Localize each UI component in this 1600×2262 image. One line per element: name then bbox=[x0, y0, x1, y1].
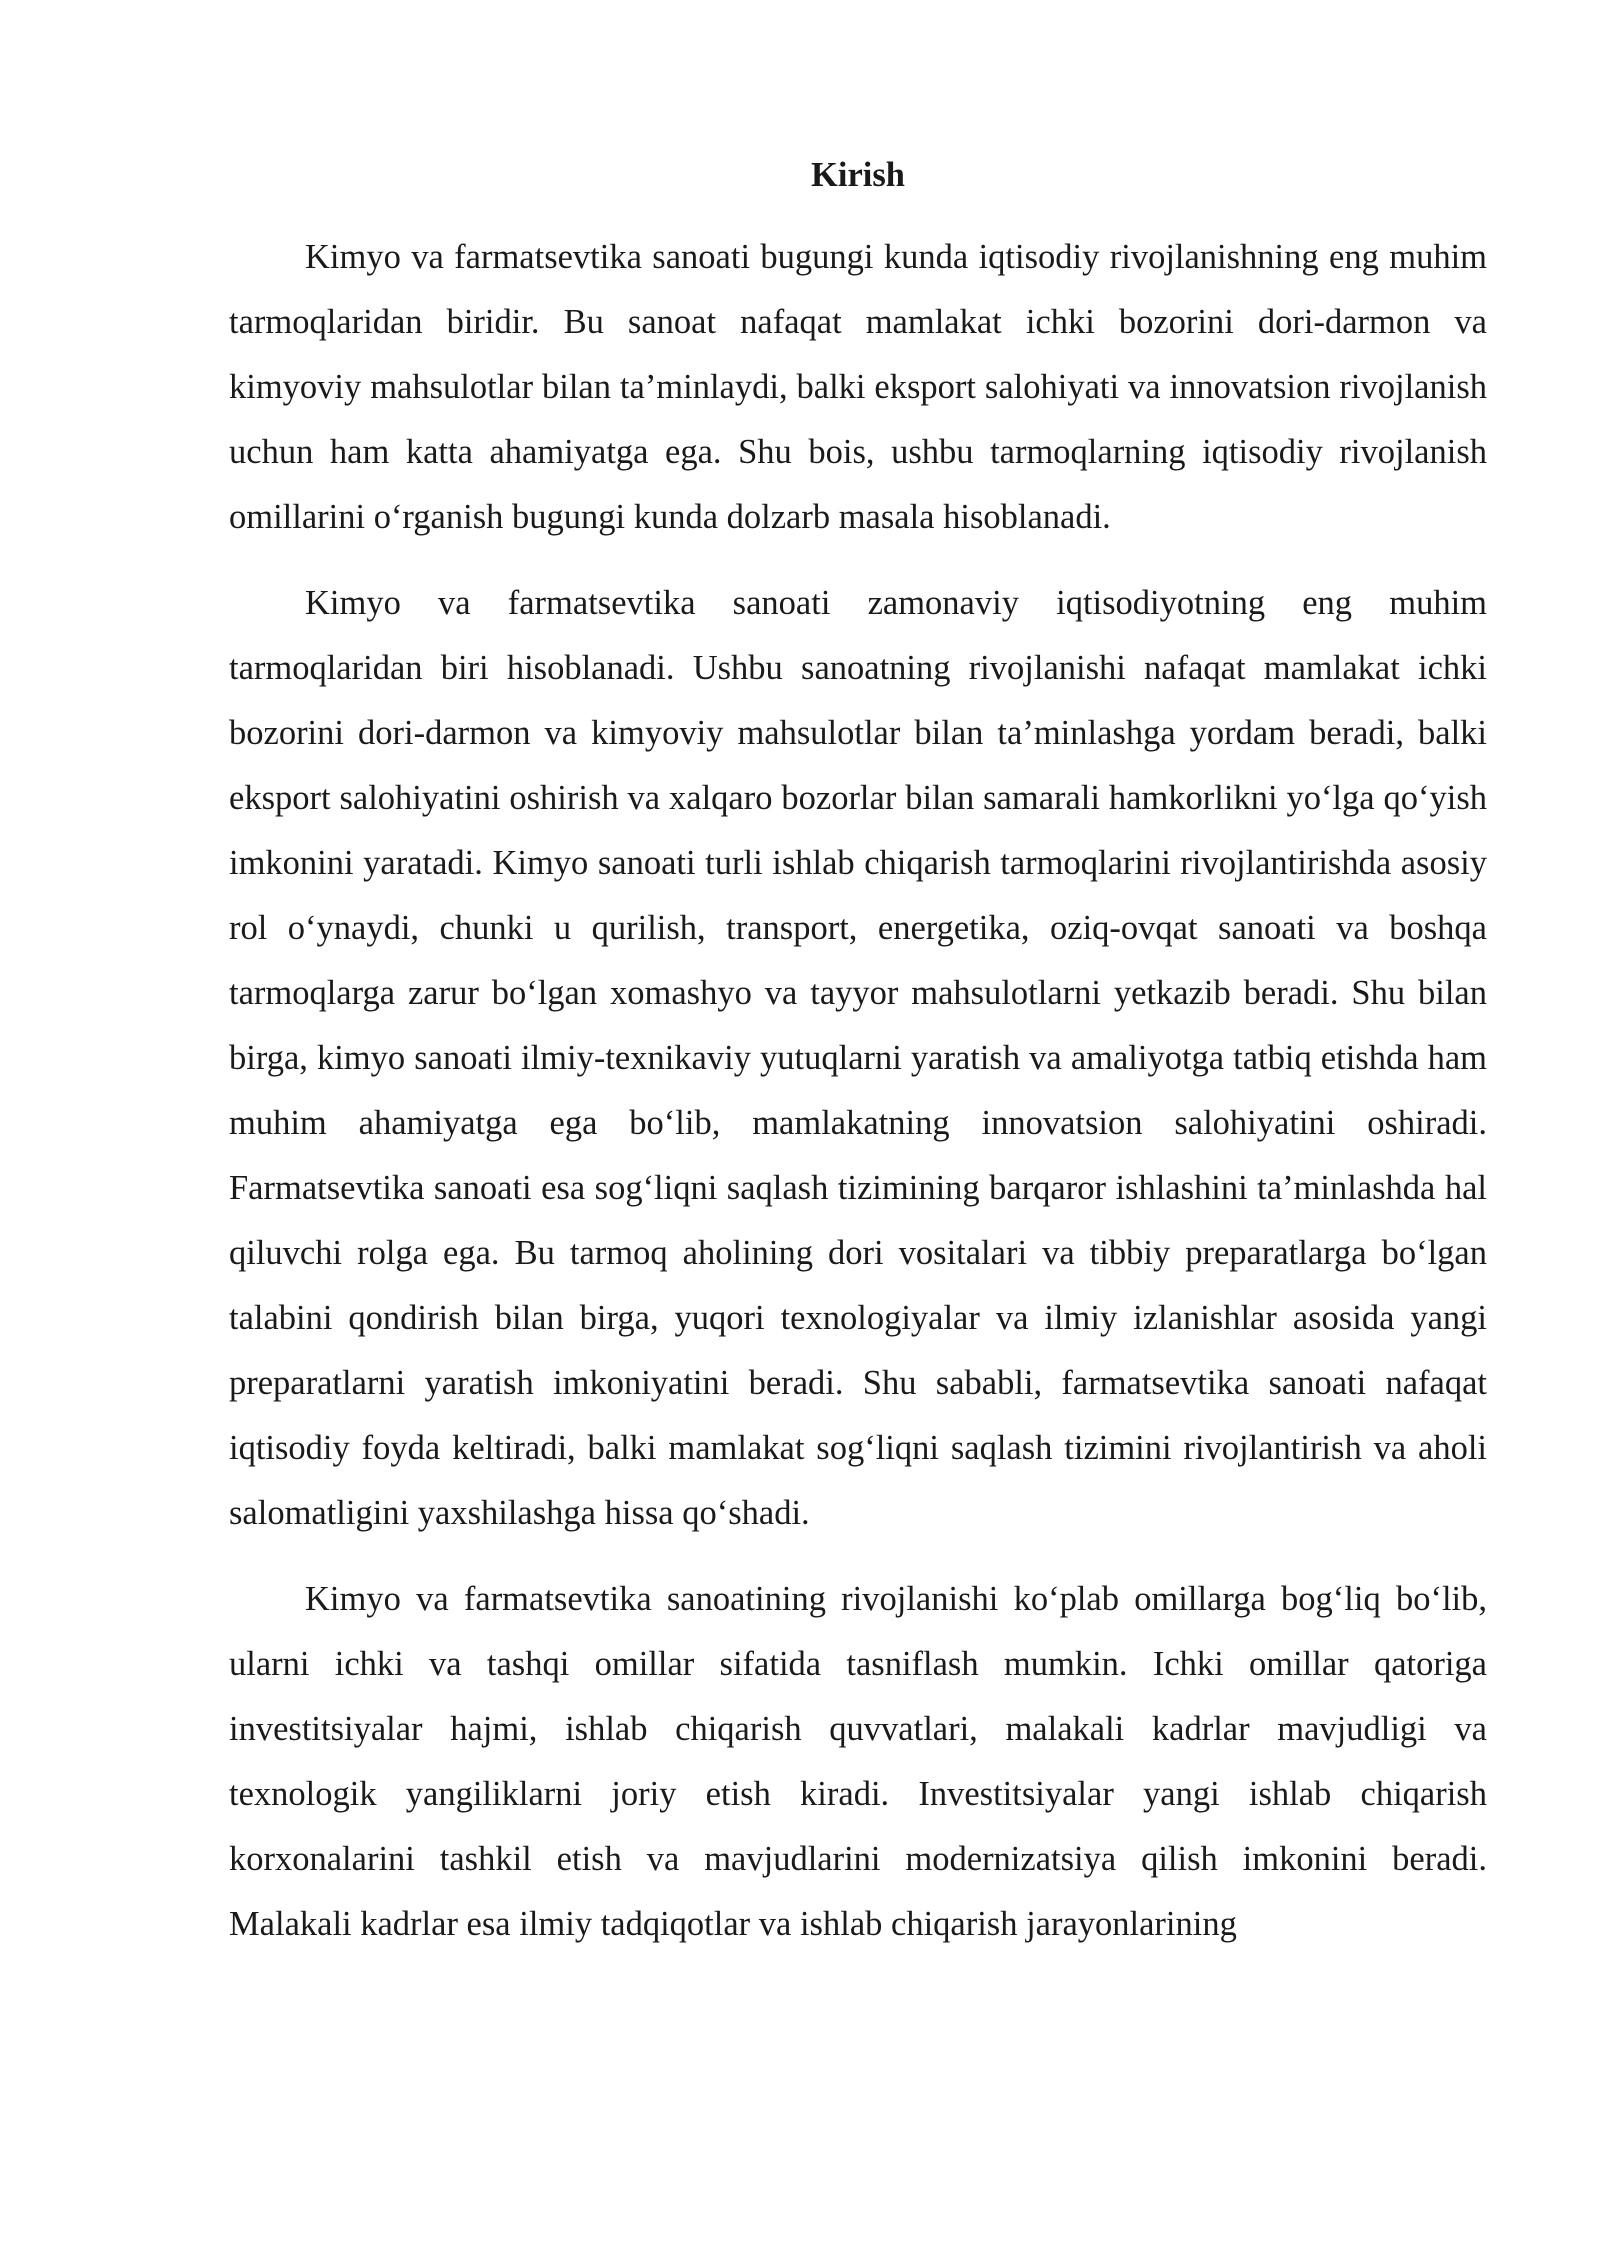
page-title: Kirish bbox=[811, 156, 905, 194]
document-page bbox=[229, 145, 1487, 1978]
paragraph-2: Kimyo va farmatsevtika sanoati zamonaviy iqtisodiyotning eng muhim tarmoqlaridan biri hisoblanadi. Ushbu sanoatning rivojlanishi nafaqat mamlakat ichki bozorini dori-darmon va kimyoviy mahsulotlar bilan ta’minlashga yordam beradi, balki eksport salohiyatini oshirish va xalqaro bozorlar bilan samarali hamkorlikni yo‘lga qo‘yish imkonini yaratadi. Kimyo sanoati turli ishlab chiqarish tarmoqlarini rivojlantirishda asosiy rol o‘ynaydi, chunki u qurilish, transport, energetika, oziq-ovqat sanoati va boshqa tarmoqlarga zarur bo‘lgan xomashyo va tayyor mahsulotlarni yetkazib beradi. Shu bilan birga, kimyo sanoati ilmiy-texnikaviy yutuqlarni yaratish va amaliyotga tatbiq etishda ham muhim ahamiyatga ega bo‘lib, mamlakatning innovatsion salohiyatini oshiradi. Farmatsevtika sanoati esa sog‘liqni saqlash tizimining barqaror ishlashini ta’minlashda hal qiluvchi rolga ega. Bu tarmoq aholining dori vositalari va tibbiy preparatlarga bo‘lgan talabini qondirish bilan birga, yuqori texnologiyalar va ilmiy izlanishlar asosida yangi preparatlarni yaratish imkoniyatini beradi. Shu sababli, farmatsevtika sanoati nafaqat iqtisodiy foyda keltiradi, balki mamlakat sog‘liqni saqlash tizimini rivojlantirish va aholi salomatligini yaxshilashga hissa qo‘shadi. bbox=[229, 584, 1487, 1532]
paragraph-3: Kimyo va farmatsevtika sanoatining rivojlanishi ko‘plab omillarga bog‘liq bo‘lib, ularni ichki va tashqi omillar sifatida tasniflash mumkin. Ichki omillar qatoriga investitsiyalar hajmi, ishlab chiqarish quvvatlari, malakali kadrlar mavjudligi va texnologik yangiliklarni joriy etish kiradi. Investitsiyalar yangi ishlab chiqarish korxonalarini tashkil etish va mavjudlarini modernizatsiya qilish imkonini beradi. Malakali kadrlar esa ilmiy tadqiqotlar va ishlab chiqarish jarayonlarining bbox=[229, 1580, 1487, 1943]
paragraph-1: Kimyo va farmatsevtika sanoati bugungi kunda iqtisodiy rivojlanishning eng muhim tarmoqlaridan biridir. Bu sanoat nafaqat mamlakat ichki bozorini dori-darmon va kimyoviy mahsulotlar bilan ta’minlaydi, balki eksport salohiyati va innovatsion rivojlanish uchun ham katta ahamiyatga ega. Shu bois, ushbu tarmoqlarning iqtisodiy rivojlanish omillarini o‘rganish bugungi kunda dolzarb masala hisoblanadi. bbox=[229, 238, 1487, 536]
